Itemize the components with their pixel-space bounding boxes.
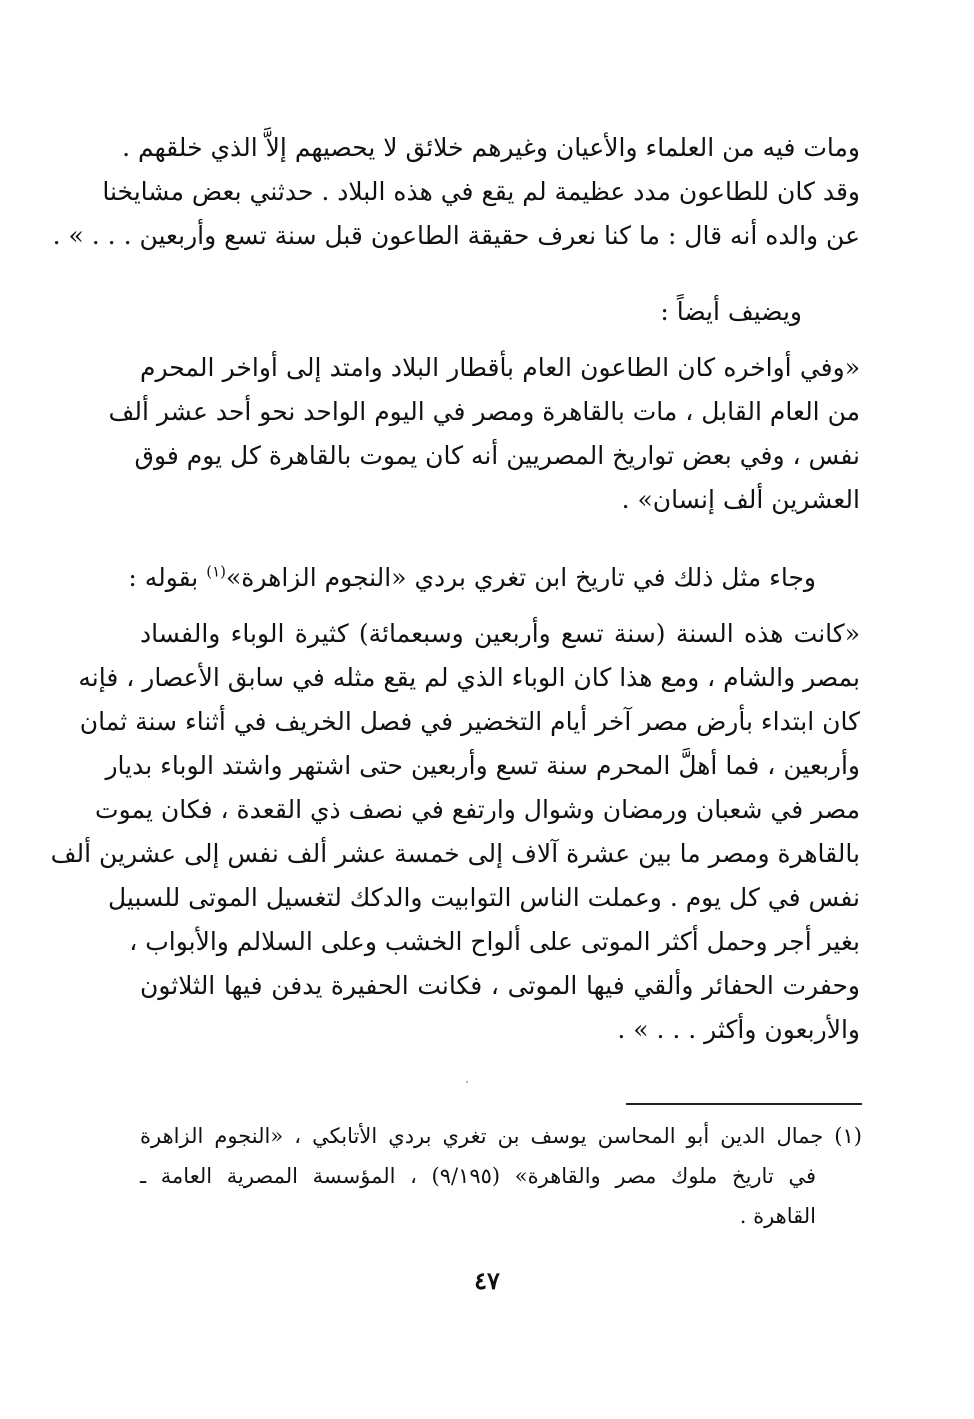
text-line: مصر في شعبان ورمضان وشوال وارتفع في نصف ذي القعدة ، فكان يموت	[95, 795, 860, 824]
text-line: العشرين ألف إنسان» .	[621, 485, 860, 514]
text-segment: وجاء مثل ذلك في تاريخ ابن تغري بردي «النجوم الزاهرة»	[225, 563, 816, 592]
text-line: كان ابتداء بأرض مصر آخر أيام التخضير في فصل الخريف في أثناء سنة ثمان	[79, 707, 860, 736]
text-line	[128, 556, 860, 600]
paragraph-3-quote	[108, 346, 860, 522]
text-line: عن والده أنه قال : ما كنا نعرف حقيقة الطاعون قبل سنة تسع وأربعين . . . » .	[52, 221, 860, 250]
paragraph-4	[128, 556, 860, 600]
text-line: ويضيف أيضاً :	[660, 297, 802, 326]
text-line: ومات فيه من العلماء والأعيان وغيرهم خلائق لا يحصيهم إلاَّ الذي خلقهم .	[122, 133, 860, 162]
text-line: نفس في كل يوم . وعملت الناس التوابيت والدكك لتغسيل الموتى للسبيل	[107, 883, 860, 912]
text-line: بغير أجر وحمل أكثر الموتى على ألواح الخشب وعلى السلالم والأبواب ،	[129, 927, 860, 956]
text-segment: بقوله :	[128, 563, 207, 592]
paragraph-2	[140, 290, 860, 334]
text-line: بمصر والشام ، ومع هذا كان الوباء الذي لم يقع مثله في سابق الأعصار ، فإنه	[78, 663, 860, 692]
page-number: ٤٧	[474, 1266, 500, 1295]
footnote-divider	[626, 1103, 862, 1105]
paragraph-1	[52, 126, 860, 258]
text-line: نفس ، وفي بعض تواريخ المصريين أنه كان يموت بالقاهرة كل يوم فوق	[134, 441, 860, 470]
text-line: والأربعون وأكثر . . . » .	[617, 1015, 860, 1044]
text-line: «وفي أواخره كان الطاعون العام بأقطار البلاد وامتد إلى أواخر المحرم	[140, 353, 860, 382]
text-line: بالقاهرة ومصر ما بين عشرة آلاف إلى خمسة عشر ألف نفس إلى عشرين ألف	[50, 839, 860, 868]
footnote-line: القاهرة .	[739, 1204, 816, 1228]
footnote-line: (١) جمال الدين أبو المحاسن يوسف بن تغري بردي الأتابكي ، «النجوم الزاهرة	[140, 1124, 862, 1148]
footnote-line: في تاريخ ملوك مصر والقاهرة» (٩/١٩٥) ، المؤسسة المصرية العامة ـ	[140, 1164, 816, 1188]
text-line: وأربعين ، فما أهلَّ المحرم سنة تسع وأربعين حتى اشتهر واشتد الوباء بديار	[105, 751, 860, 780]
footnote	[140, 1116, 862, 1236]
paragraph-5-quote	[50, 612, 860, 1052]
text-line: وقد كان للطاعون مدد عظيمة لم يقع في هذه البلاد . حدثني بعض مشايخنا	[102, 177, 860, 206]
text-line: «كانت هذه السنة (سنة تسع وأربعين وسبعمائة) كثيرة الوباء والفساد	[140, 619, 860, 648]
footnote-reference: (١)	[206, 562, 226, 581]
text-line: وحفرت الحفائر وألقي فيها الموتى ، فكانت الحفيرة يدفن فيها الثلاثون	[140, 971, 860, 1000]
text-line: من العام القابل ، مات بالقاهرة ومصر في اليوم الواحد نحو أحد عشر ألف	[108, 397, 860, 426]
scan-speck	[466, 1081, 468, 1083]
